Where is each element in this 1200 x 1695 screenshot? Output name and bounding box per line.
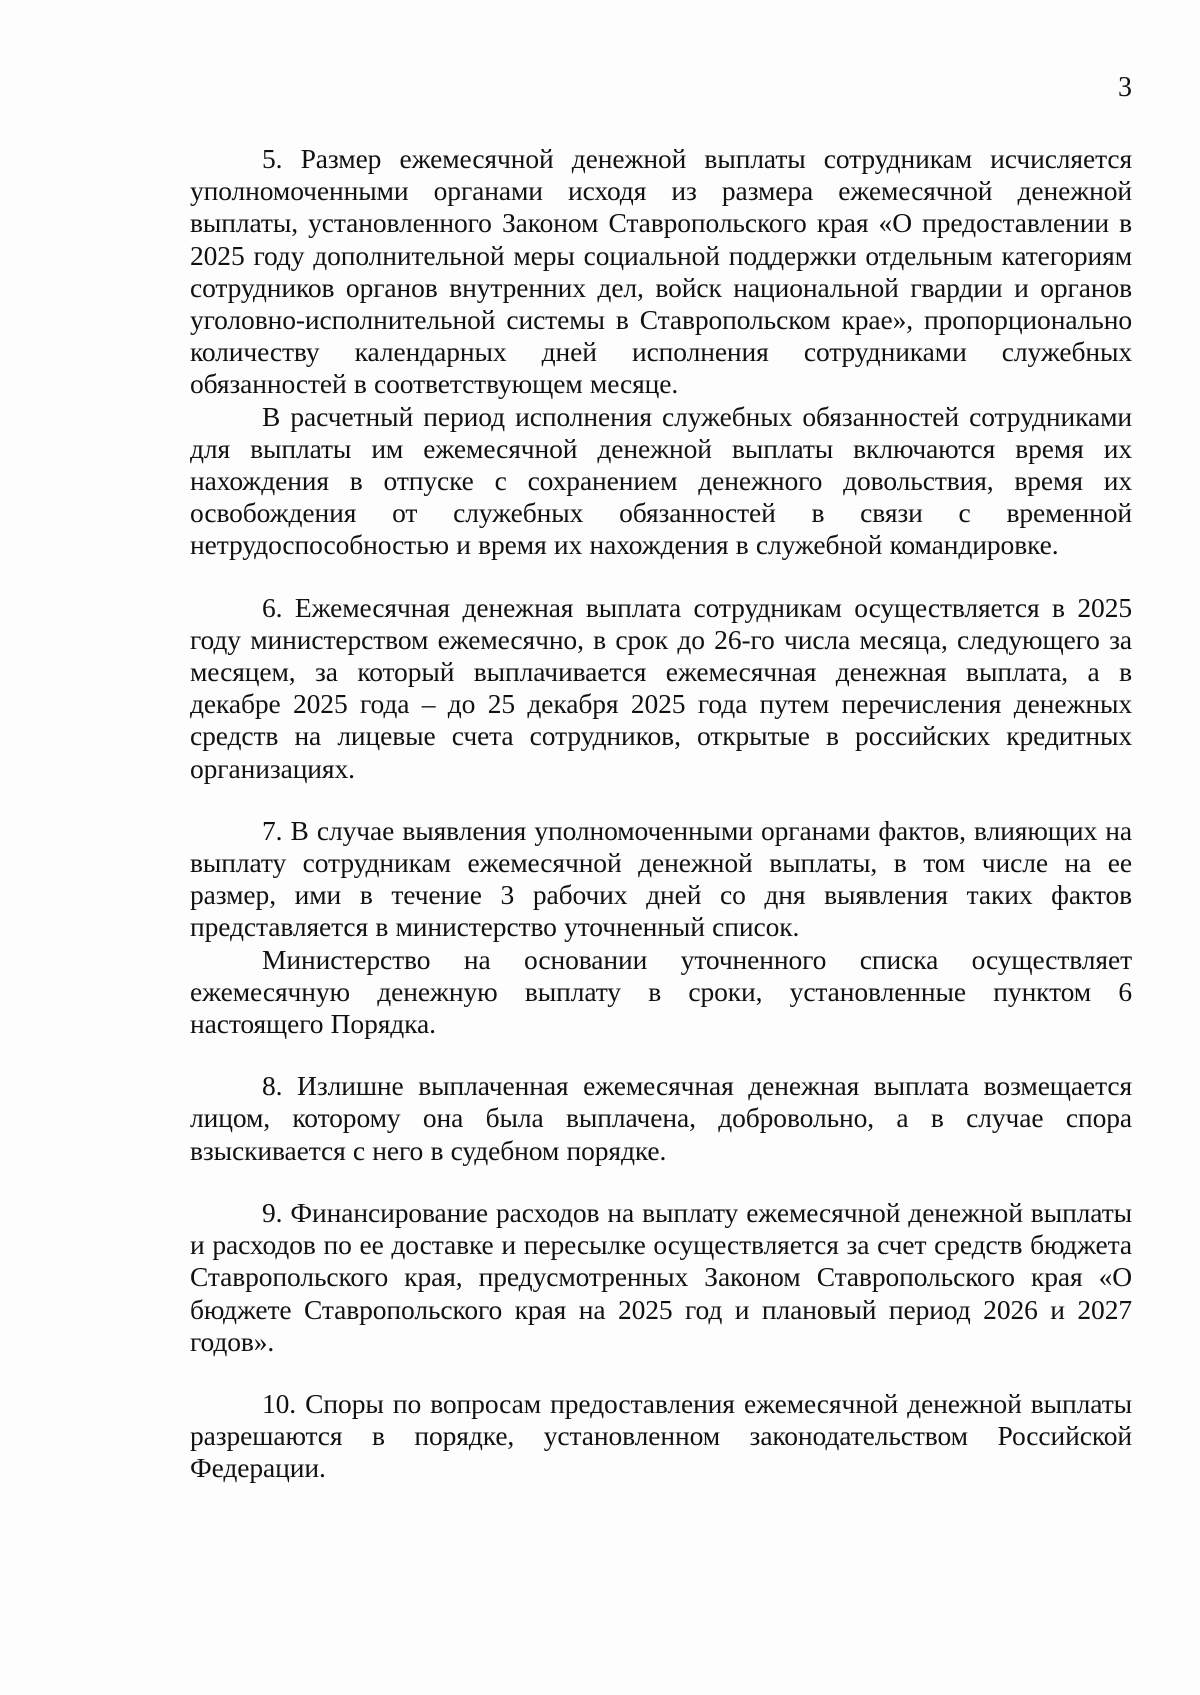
section-gap [190, 1040, 1132, 1070]
paragraph-9: 9. Финансирование расходов на выплату ежемесячной денежной выплаты и расходов по ее доставке и пересылке осуществляется за счет средств бюджета Ставропольского края, предусмотренных Законом Ставропольского края «О бюджете Ставропольского края на 2025 год и плановый период 2026 и 2027 годов». [190, 1196, 1132, 1357]
paragraph-10: 10. Споры по вопросам предоставления ежемесячной денежной выплаты разрешаются в порядке, установленном законодательством Российской Федерации. [190, 1387, 1132, 1484]
paragraph-5: 5. Размер ежемесячной денежной выплаты сотрудникам исчисляется уполномоченными органами исходя из размера ежемесячной денежной выплаты, установленного Законом Ставропольского края «О предоставлении в 2025 году дополнительной меры социальной поддержки отдельным категориям сотрудников органов внутренних дел, войск национальной гвардии и органов уголовно-исполнительной системы в Ставропольском крае», пропорционально количеству календарных дней исполнения сотрудниками служебных обязанностей в соответствующем месяце. [190, 143, 1132, 400]
section-gap [190, 1167, 1132, 1197]
section-gap [190, 562, 1132, 592]
paragraph-7: 7. В случае выявления уполномоченными органами фактов, влияющих на выплату сотрудникам ежемесячной денежной выплаты, в том числе на ее размер, ими в течение 3 рабочих дней со дня выявления таких фактов представляется в министерство уточненный список. [190, 814, 1132, 943]
paragraph-7-continuation: Министерство на основании уточненного списка осуществляет ежемесячную денежную выплату в сроки, установленные пунктом 6 настоящего Порядка. [190, 943, 1132, 1040]
page-number: 3 [1118, 72, 1132, 103]
paragraph-8: 8. Излишне выплаченная ежемесячная денежная выплата возмещается лицом, которому она была выплачена, добровольно, а в случае спора взыскивается с него в судебном порядке. [190, 1070, 1132, 1166]
paragraph-6: 6. Ежемесячная денежная выплата сотрудникам осуществляется в 2025 году министерством ежемесячно, в срок до 26-го числа месяца, следующего за месяцем, за который выплачивается ежемесячная денежная выплата, а в декабре 2025 года – до 25 декабря 2025 года путем перечисления денежных средств на лицевые счета сотрудников, открытые в российских кредитных организациях. [190, 591, 1132, 784]
section-gap [190, 785, 1132, 815]
paragraph-5-continuation: В расчетный период исполнения служебных обязанностей сотрудниками для выплаты им ежемесячной денежной выплаты включаются время их нахождения в отпуске с сохранением денежного довольствия, время их освобождения от служебных обязанностей в связи с временной нетрудоспособностью и время их нахождения в служебной командировке. [190, 400, 1132, 561]
document-body [190, 143, 1132, 1485]
section-gap [190, 1358, 1132, 1388]
